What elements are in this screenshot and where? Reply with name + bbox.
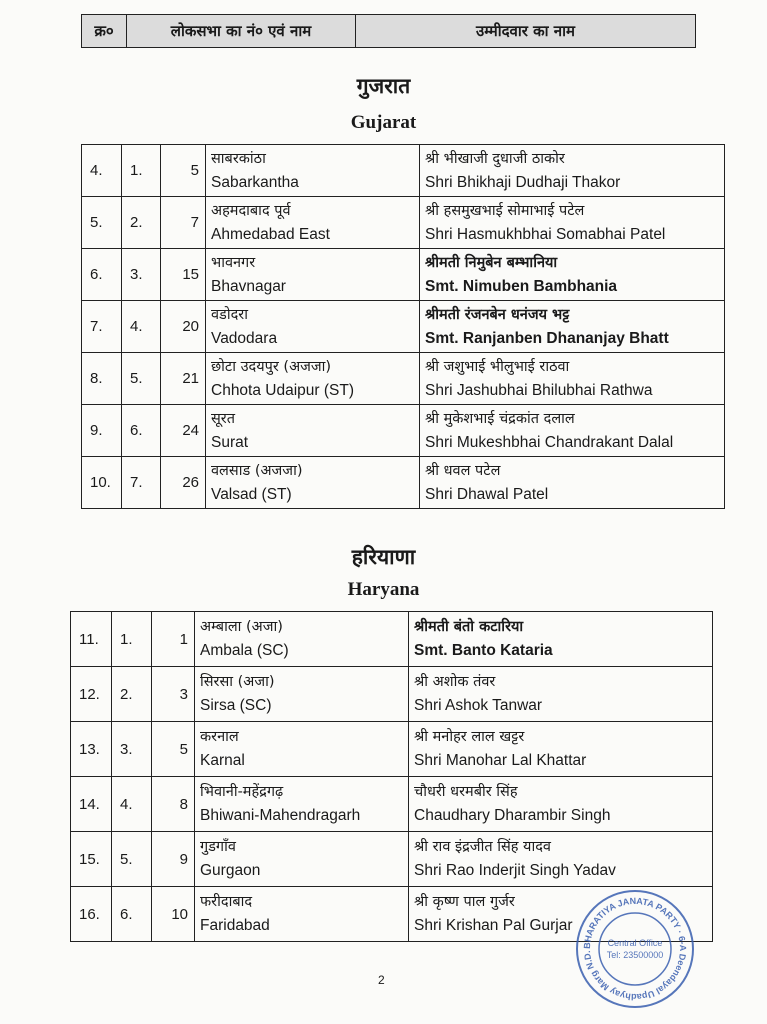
state-serial-number: 5. [112, 832, 152, 887]
candidate-name-hindi: श्री धवल पटेल [425, 462, 501, 479]
candidate-cell [409, 667, 713, 722]
constituency-number: 7 [161, 197, 206, 249]
constituency-number: 8 [152, 777, 195, 832]
constituency-cell [195, 832, 409, 887]
constituency-name-hindi: भावनगर [211, 254, 256, 271]
constituency-cell [206, 249, 420, 301]
constituency-number: 15 [161, 249, 206, 301]
candidate-name-english: Shri Manohar Lal Khattar [414, 752, 587, 769]
constituency-cell [195, 887, 409, 942]
constituency-name-hindi: सूरत [211, 410, 235, 427]
stamp-center-line1: Central Office [607, 938, 663, 948]
candidate-name-hindi: श्रीमती रंजनबेन धनंजय भट्ट [425, 306, 570, 323]
serial-number: 8. [82, 353, 122, 405]
candidate-name-english: Shri Ashok Tanwar [414, 697, 543, 714]
constituency-name-english: Faridabad [200, 917, 270, 934]
page-number: 2 [378, 973, 385, 987]
candidate-row [82, 353, 725, 405]
serial-number: 15. [71, 832, 112, 887]
stamp-center-line2: Tel: 23500000 [606, 950, 664, 960]
constituency-cell [195, 777, 409, 832]
constituency-cell [206, 301, 420, 353]
state-serial-number: 6. [122, 405, 161, 457]
candidate-name-english: Smt. Nimuben Bambhania [425, 277, 618, 295]
state-serial-number: 3. [122, 249, 161, 301]
candidate-name-hindi: श्री अशोक तंवर [414, 674, 496, 690]
serial-number: 12. [71, 667, 112, 722]
serial-number: 11. [71, 612, 112, 667]
candidate-cell [420, 197, 725, 249]
gujarat-candidates-table [81, 144, 725, 509]
state-serial-number: 3. [112, 722, 152, 777]
serial-number: 14. [71, 777, 112, 832]
candidate-cell [409, 612, 713, 667]
column-header-table [81, 14, 696, 48]
candidate-cell [409, 777, 713, 832]
serial-number: 9. [82, 405, 122, 457]
stamp-outer-ring [577, 891, 693, 1007]
constituency-name-english: Bhiwani-Mahendragarh [200, 807, 361, 824]
constituency-name-english: Vadodara [211, 329, 278, 347]
constituency-number: 1 [152, 612, 195, 667]
state-serial-number: 7. [122, 457, 161, 509]
constituency-name-hindi: करनाल [200, 729, 239, 745]
candidate-row [71, 667, 713, 722]
constituency-number: 10 [152, 887, 195, 942]
constituency-name-english: Bhavnagar [211, 277, 286, 295]
candidate-cell [409, 722, 713, 777]
candidate-name-english: Shri Hasmukhbhai Somabhai Patel [425, 225, 666, 243]
serial-number: 10. [82, 457, 122, 509]
candidate-name-hindi: श्री कृष्ण पाल गुर्जर [414, 894, 515, 910]
candidate-name-english: Smt. Banto Kataria [414, 642, 553, 659]
constituency-cell [206, 353, 420, 405]
constituency-name-english: Ahmedabad East [211, 225, 330, 243]
serial-number: 16. [71, 887, 112, 942]
constituency-name-english: Chhota Udaipur (ST) [211, 381, 355, 399]
candidate-name-hindi: श्री मुकेशभाई चंद्रकांत दलाल [425, 410, 575, 427]
constituency-name-hindi: गुडगाँव [200, 839, 236, 855]
candidate-cell [409, 832, 713, 887]
constituency-name-english: Karnal [200, 752, 245, 769]
constituency-name-hindi: साबरकांठा [211, 150, 266, 167]
state-serial-number: 6. [112, 887, 152, 942]
gujarat-title-hindi: गुजरात [356, 74, 411, 98]
state-serial-number: 2. [112, 667, 152, 722]
candidate-name-hindi: श्री हसमुखभाई सोमाभाई पटेल [425, 202, 585, 219]
constituency-name-hindi: भिवानी-महेंद्रगढ़ [200, 784, 284, 800]
state-serial-number: 2. [122, 197, 161, 249]
constituency-number: 24 [161, 405, 206, 457]
candidate-row [82, 197, 725, 249]
serial-number: 7. [82, 301, 122, 353]
serial-number: 6. [82, 249, 122, 301]
candidate-name-english: Shri Rao Inderjit Singh Yadav [414, 862, 616, 879]
stamp-ring-text: BHARATIYA JANATA PARTY · 6-A Deendayal Upadhyay Marg N.D. [581, 895, 689, 1003]
candidate-name-english: Smt. Ranjanben Dhananjay Bhatt [425, 329, 669, 347]
candidate-row [82, 249, 725, 301]
candidate-name-hindi: श्री राव इंद्रजीत सिंह यादव [414, 839, 551, 855]
candidate-row [82, 145, 725, 197]
candidate-cell [420, 249, 725, 301]
candidate-cell [420, 457, 725, 509]
constituency-name-hindi: अम्बाला (अजा) [200, 619, 283, 635]
candidate-name-english: Shri Krishan Pal Gurjar [414, 917, 573, 934]
constituency-name-hindi: सिरसा (अजा) [200, 674, 275, 690]
state-serial-number: 5. [122, 353, 161, 405]
candidate-row [71, 612, 713, 667]
header-candidate: उम्मीदवार का नाम [356, 15, 696, 48]
constituency-name-hindi: वडोदरा [211, 306, 248, 323]
serial-number: 5. [82, 197, 122, 249]
constituency-name-english: Sabarkantha [211, 173, 299, 191]
constituency-number: 21 [161, 353, 206, 405]
constituency-name-hindi: फरीदाबाद [200, 894, 253, 910]
candidate-name-hindi: चौधरी धरमबीर सिंह [414, 784, 518, 800]
candidate-name-hindi: श्री जशुभाई भीलुभाई राठवा [425, 358, 570, 375]
candidate-name-english: Chaudhary Dharambir Singh [414, 807, 611, 824]
state-serial-number: 4. [112, 777, 152, 832]
constituency-number: 26 [161, 457, 206, 509]
constituency-name-english: Valsad (ST) [211, 485, 292, 503]
haryana-title-hindi: हरियाणा [351, 545, 416, 569]
candidate-row [71, 722, 713, 777]
party-office-stamp [572, 886, 698, 1012]
constituency-name-english: Gurgaon [200, 862, 261, 879]
constituency-number: 20 [161, 301, 206, 353]
constituency-cell [195, 612, 409, 667]
constituency-cell [206, 405, 420, 457]
constituency-number: 5 [161, 145, 206, 197]
candidate-name-hindi: श्री भीखाजी दुधाजी ठाकोर [425, 150, 565, 167]
constituency-name-english: Sirsa (SC) [200, 697, 272, 714]
constituency-name-hindi: छोटा उदयपुर (अजजा) [211, 358, 332, 375]
constituency-name-english: Surat [211, 433, 249, 451]
candidate-name-english: Shri Bhikhaji Dudhaji Thakor [425, 173, 621, 191]
constituency-cell [206, 145, 420, 197]
candidate-cell [420, 353, 725, 405]
candidate-name-hindi: श्रीमती निमुबेन बम्भानिया [425, 254, 558, 271]
candidate-row [71, 777, 713, 832]
column-header-row [82, 15, 696, 48]
state-serial-number: 1. [122, 145, 161, 197]
constituency-cell [195, 667, 409, 722]
constituency-number: 9 [152, 832, 195, 887]
candidate-row [71, 832, 713, 887]
candidate-cell [420, 301, 725, 353]
state-serial-number: 1. [112, 612, 152, 667]
constituency-name-hindi: अहमदाबाद पूर्व [211, 202, 291, 219]
candidate-row [82, 457, 725, 509]
constituency-cell [206, 457, 420, 509]
constituency-name-english: Ambala (SC) [200, 642, 289, 659]
candidate-name-english: Shri Dhawal Patel [425, 485, 549, 503]
serial-number: 4. [82, 145, 122, 197]
constituency-number: 5 [152, 722, 195, 777]
candidate-name-english: Shri Mukeshbhai Chandrakant Dalal [425, 433, 674, 451]
candidate-name-hindi: श्री मनोहर लाल खट्टर [414, 729, 525, 745]
haryana-title-english: Haryana [347, 579, 420, 600]
constituency-cell [195, 722, 409, 777]
stamp-inner-ring [599, 913, 671, 985]
constituency-cell [206, 197, 420, 249]
candidate-row [82, 405, 725, 457]
candidate-name-english: Shri Jashubhai Bhilubhai Rathwa [425, 381, 653, 399]
constituency-name-hindi: वलसाड (अजजा) [211, 462, 303, 479]
header-serial: क्र० [82, 15, 127, 48]
candidate-name-hindi: श्रीमती बंतो कटारिया [414, 619, 524, 635]
constituency-number: 3 [152, 667, 195, 722]
candidate-row [82, 301, 725, 353]
candidate-cell [420, 405, 725, 457]
candidate-cell [420, 145, 725, 197]
header-constituency: लोकसभा का नं० एवं नाम [127, 15, 356, 48]
state-serial-number: 4. [122, 301, 161, 353]
gujarat-title-english: Gujarat [350, 112, 417, 133]
serial-number: 13. [71, 722, 112, 777]
